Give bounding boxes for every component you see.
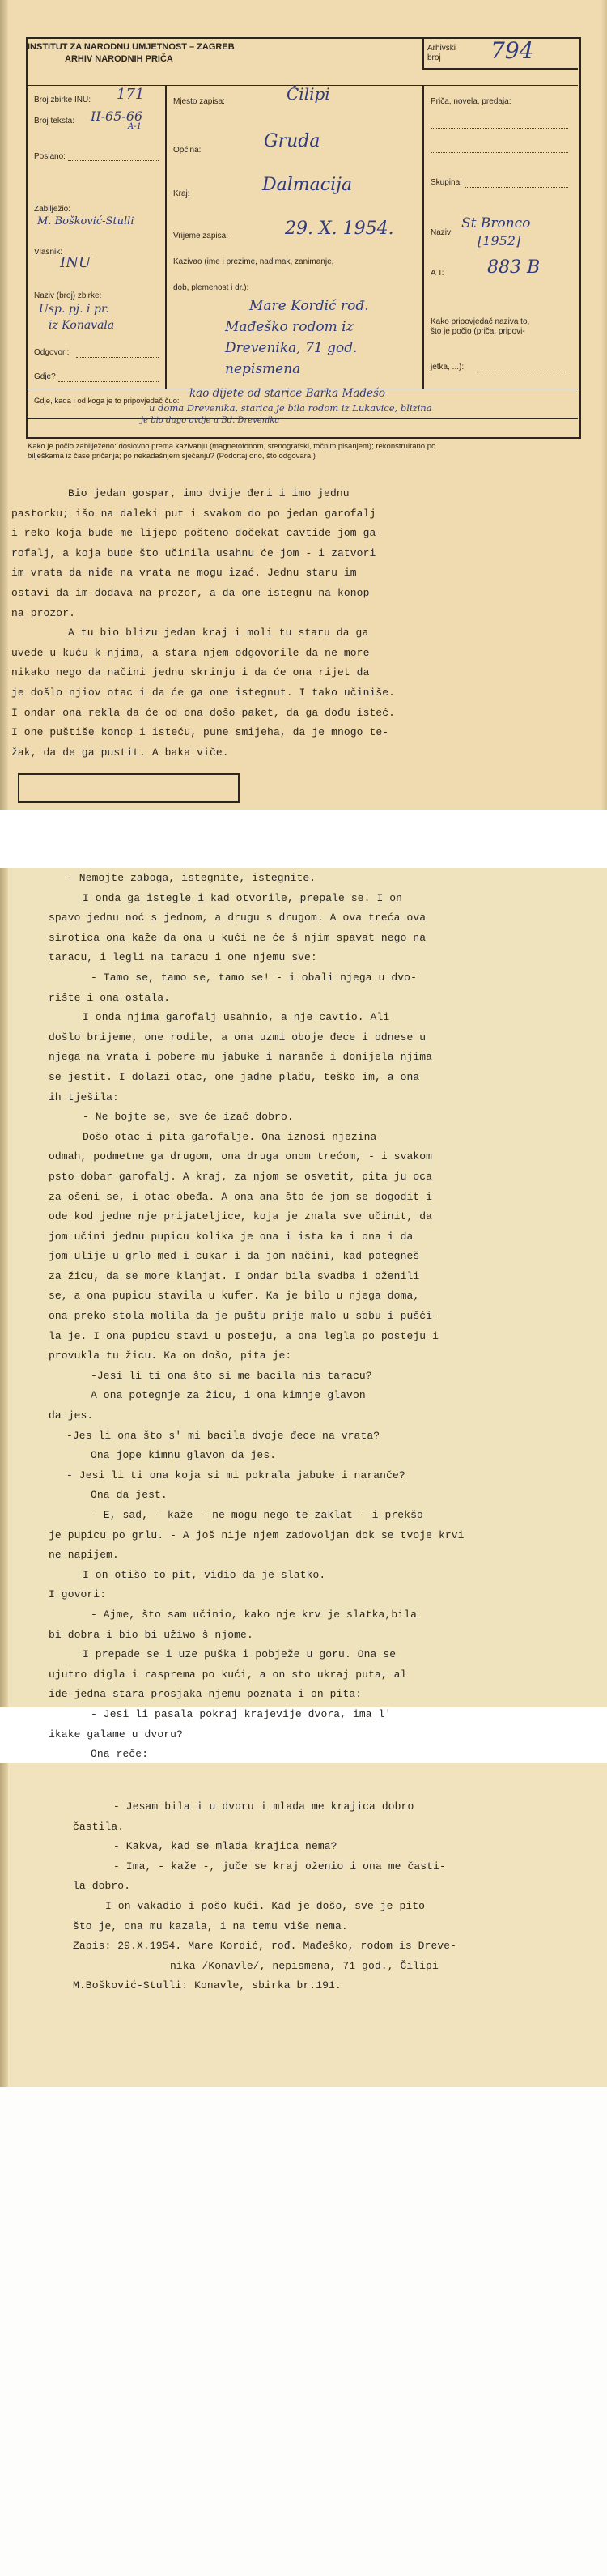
story-type-label: Priča, novela, predaja: bbox=[431, 97, 511, 106]
heard-where-value-1: kao dijete od starice Barka Mađešo bbox=[189, 387, 386, 400]
date-label: Vrijeme zapisa: bbox=[173, 232, 228, 240]
narrator-label: Kazivao (ime i prezime, nadimak, zanimanje, bbox=[173, 257, 334, 266]
story-page-2 bbox=[0, 868, 607, 1761]
typed-line: spavo jednu noć s jednom, a drugu s drugom. A ova treća ova bbox=[49, 912, 427, 925]
typed-line: I ondar ona rekla da će od ona došo paket, da ga dođu isteć. bbox=[11, 706, 396, 719]
where-label: Gdje? bbox=[34, 372, 56, 381]
typed-line: nikako nego da načini jednu skrinju i da će ona rijet da bbox=[11, 666, 370, 679]
name-value-2: [1952] bbox=[478, 233, 521, 249]
typed-line: ujutro digla i rasprema po kući, a on sto ukraj puta, al bbox=[49, 1668, 407, 1681]
heard-where-value-3: je bio dugo ovdje u Bd. Drevenika bbox=[141, 416, 280, 425]
region-value: Dalmacija bbox=[262, 175, 353, 195]
typed-line: la je. I ona pupicu stavi u posteju, a ona legla po posteju i bbox=[49, 1329, 439, 1342]
typed-line: A tu bio blizu jedan kraj i moli tu staru da ga bbox=[68, 627, 369, 640]
typed-line: I one puštiše konop i isteću, pune smijeha, da je mnogo te- bbox=[11, 726, 389, 739]
typed-line: za ošeni se, i otac obeđa. A ona ana što će jom se dogodit i bbox=[49, 1190, 433, 1203]
typed-line: rište i ona ostala. bbox=[49, 991, 171, 1004]
institute-line-2: ARHIV NARODNIH PRIČA bbox=[65, 54, 173, 64]
group-label: Skupina: bbox=[431, 178, 462, 187]
typed-line: I govori: bbox=[49, 1588, 107, 1601]
collection-name-value-1: Usp. pj. i pr. bbox=[39, 303, 109, 316]
typed-line: odmah, podmetne ga drugom, ona druga onom trećom, - i svakom bbox=[49, 1150, 433, 1163]
heard-where-label: Gdje, kada i od koga je to pripovjedač čuo: bbox=[34, 397, 180, 406]
dotted-line bbox=[76, 357, 159, 358]
typed-line: Bio jedan gospar, imo dvije đeri i imo jednu bbox=[68, 487, 350, 499]
catalog-card bbox=[26, 37, 581, 439]
typed-line: M.Bošković-Stulli: Konavle, sbirka br.191. bbox=[73, 1979, 342, 1992]
typed-line: žak, da de ga pustit. A baka viče. bbox=[11, 746, 229, 759]
card-page-1 bbox=[0, 0, 607, 810]
typed-line: im vrata da niđe na vrata ne mogu izać. Jednu staru im bbox=[11, 567, 357, 580]
how-called-label-1: Kako pripovjedač naziva to, bbox=[431, 317, 530, 326]
typed-line: da jes. bbox=[49, 1409, 94, 1422]
typed-line: - Ajme, što sam učinio, kako nje krv je slatka,bila bbox=[91, 1608, 417, 1621]
heard-where-value-2: u doma Drevenika, starica je bila rodom iz Lukavice, blizina bbox=[149, 402, 432, 414]
typed-line: I on otišo to pit, vidio da je slatko. bbox=[83, 1568, 326, 1581]
typed-line: nika /Konavle/, nepismena, 71 god., Čilipi bbox=[170, 1959, 439, 1972]
how-called-label-2: što je počio (priča, pripovi- bbox=[431, 327, 525, 336]
collection-name-label: Naziv (broj) zbirke: bbox=[34, 291, 102, 300]
collection-name-value-2: iz Konavala bbox=[49, 319, 115, 332]
typed-line: - Nemojte zaboga, istegnite, istegnite. bbox=[66, 872, 316, 884]
story-text-page-1 bbox=[11, 484, 396, 763]
archive-number-value: 794 bbox=[490, 37, 534, 64]
archive-number-label: Arhivski broj bbox=[427, 44, 456, 62]
typed-line: došlo brijeme, one rodile, a ona uzmi oboje đece i odnese u bbox=[49, 1031, 427, 1044]
typed-line: Došo otac i pita garofalje. Ona iznosi njezina bbox=[83, 1130, 377, 1143]
recording-method-1: Kako je počio zabilježeno: doslovno prema kazivanju (magnetofonom, stenografski, točnim pisanjem); rekonstruirano po bbox=[28, 442, 436, 451]
narrator-label-2: dob, plemenost i dr.): bbox=[173, 283, 249, 292]
dotted-line bbox=[431, 128, 568, 129]
typed-line: Ona reče: bbox=[91, 1748, 149, 1761]
narrator-value-1: Mare Kordić rođ. bbox=[249, 298, 369, 314]
owner-value: INU bbox=[60, 254, 91, 271]
typed-line: I ondа ga istegle i kad otvorile, prepale se. I on bbox=[83, 891, 403, 904]
typed-line: Zapis: 29.X.1954. Mare Kordić, rođ. Mađeško, rodom is Dreve- bbox=[73, 1940, 457, 1953]
typed-line: I prepade se i uze puška i pobježe u goru. Ona se bbox=[83, 1648, 397, 1661]
typed-line: I on vakadio i pošo kući. Kad je došo, sve je pito bbox=[105, 1899, 426, 1912]
typed-line: bi dobra i bio bi užiwo š njome. bbox=[49, 1628, 253, 1641]
typed-line: ona preko stola molila da je puštu prije malo u sobu i pušći- bbox=[49, 1310, 439, 1323]
recorder-value: M. Bošković-Stulli bbox=[37, 215, 134, 227]
divider bbox=[165, 86, 167, 389]
typed-line: se, a ona pupicu stavila u kufer. Ka je bilo u njega doma, bbox=[49, 1290, 420, 1303]
typed-line: je došlo njiov otac i da će ga one istegnut. I tako učiniše. bbox=[11, 686, 396, 699]
typed-line: -Jes li ona što s' mi bacila dvoje đece na vrata? bbox=[66, 1429, 380, 1442]
date-value: 29. X. 1954. bbox=[285, 219, 394, 239]
place-label: Mjesto zapisa: bbox=[173, 97, 225, 106]
collection-number-label: Broj zbirke INU: bbox=[34, 96, 91, 104]
typed-line: - Ima, - kaže -, juče se kraj oženio i ona me časti- bbox=[113, 1860, 446, 1872]
typed-line: - Jesi li pasala pokraj krajevije dvora, ima l' bbox=[91, 1707, 392, 1720]
owner-label: Vlasnik: bbox=[34, 248, 63, 257]
typed-line: - Tamo se, tamo se, tamo se! - i obali njega u dvo- bbox=[91, 971, 417, 984]
binding-edge bbox=[0, 868, 8, 1707]
recording-method-2: bilješkama iz čase pričanja; po nekadašnjem sjećanju? (Podcrtaj ono, što odgovara!) bbox=[28, 452, 316, 461]
narrator-value-3: Drevenika, 71 god. bbox=[225, 340, 358, 356]
typed-line: ide jedna stara prosjaka njemu poznata i on pita: bbox=[49, 1688, 363, 1701]
typed-line: uvede u kuću k njima, a stara njem odgovorile da ne more bbox=[11, 646, 370, 659]
typed-line: la dobro. bbox=[73, 1880, 131, 1893]
at-label: A T: bbox=[431, 269, 444, 278]
recorder-label: Zabilježio: bbox=[34, 205, 71, 214]
empty-stamp-box bbox=[18, 773, 240, 803]
dotted-line bbox=[431, 152, 568, 153]
typed-line: častila. bbox=[73, 1820, 125, 1833]
typed-line: ikake galame u dvoru? bbox=[49, 1728, 183, 1741]
typed-line: -Jesi li ti ona što si me bacila nis taracu? bbox=[91, 1369, 372, 1382]
typed-line: se jestit. I dolazi otac, one jadne plaču, teško im, a ona bbox=[49, 1070, 420, 1083]
dotted-line bbox=[58, 381, 159, 382]
divider bbox=[422, 86, 424, 389]
typed-line: - Ne bojte se, sve će izać dobro. bbox=[83, 1111, 294, 1124]
typed-line: jom ulije u grlo med i cukar i da jom načini, kad potegneš bbox=[49, 1250, 420, 1263]
binding-edge bbox=[0, 1763, 8, 2087]
binding-edge bbox=[0, 0, 8, 810]
typed-line: Ona da jest. bbox=[91, 1489, 168, 1502]
text-number-label: Broj teksta: bbox=[34, 117, 75, 125]
blank-area bbox=[0, 2087, 607, 2576]
typed-line: za žicu, da se more klanjat. I ondar bila svadba i oženili bbox=[49, 1269, 420, 1282]
name-value-1: St Bronco bbox=[461, 215, 531, 232]
municipality-label: Općina: bbox=[173, 146, 202, 155]
dotted-line bbox=[465, 187, 568, 188]
at-value: 883 B bbox=[487, 257, 541, 278]
region-label: Kraj: bbox=[173, 189, 190, 198]
narrator-value-4: nepismena bbox=[225, 361, 301, 377]
typed-line: Ona jope kimnu glavon da jes. bbox=[91, 1449, 277, 1462]
narrator-value-2: Mađeško rodom iz bbox=[225, 319, 354, 335]
typed-line: ih tješila: bbox=[49, 1090, 119, 1103]
typed-line: je pupicu po grlu. - A još nije njem zadovoljan dok se tvoje krvi bbox=[49, 1528, 465, 1541]
typed-line: A ona potegnje za žicu, i ona kimnje glavon bbox=[91, 1389, 366, 1402]
story-text-page-2 bbox=[49, 869, 465, 1765]
story-text-page-3 bbox=[73, 1797, 457, 1996]
typed-line: što je, ona mu kazala, i na temu više nema. bbox=[73, 1919, 348, 1932]
typed-line: i reko koja bude me lijepo pošteno dočekat cavtide jom ga- bbox=[11, 527, 383, 540]
binding-edge-right bbox=[601, 0, 607, 810]
place-value: Čilipi bbox=[287, 84, 330, 104]
typed-line: - Kakva, kad se mlada krajica nema? bbox=[113, 1840, 337, 1853]
typed-line: - Jesi li ti ona koja si mi pokrala jabuke i naranče? bbox=[66, 1469, 405, 1481]
typed-line: I onda njima garofalj usahnio, a nje cavtio. Ali bbox=[83, 1011, 390, 1024]
typed-line: rofalj, a koja bude što učinila usahnu će jom - i zatvori bbox=[11, 546, 376, 559]
typed-line: ostavi da im dodava na prozor, a da one istegnu na konop bbox=[11, 586, 370, 599]
text-number-value: II-65-66 bbox=[91, 108, 143, 124]
typed-line: pastorku; išo na daleki put i svakom do po jedan garofalj bbox=[11, 507, 376, 520]
typed-line: taracu, i legli na taracu i one njemu sve: bbox=[49, 951, 317, 964]
typed-line: sirotica ona kaže da ona u kući ne će š njim spavat nego na bbox=[49, 931, 427, 944]
typed-line: - E, sad, - kaže - ne mogu nego te zaklat - i prekšo bbox=[91, 1509, 423, 1521]
collection-number-value: 171 bbox=[117, 86, 145, 103]
text-number-sub: A-1 bbox=[128, 122, 142, 131]
typed-line: psto dobar garofalj. A kraj, za njom se osvetit, pita ju oca bbox=[49, 1170, 433, 1183]
institute-line-1: INSTITUT ZA NARODNU UMJETNOST – ZAGREB bbox=[28, 42, 235, 52]
typed-line: jom učini jednu pupicu kolika je ona i ista ka i ona i da bbox=[49, 1230, 414, 1243]
name-label: Naziv: bbox=[431, 228, 453, 237]
sent-label: Poslano: bbox=[34, 152, 66, 161]
typed-line: ode kod jedne nje prijateljice, koja je znala sve učinit, da bbox=[49, 1210, 433, 1223]
typed-line: na prozor. bbox=[11, 606, 76, 619]
answers-label: Odgovori: bbox=[34, 348, 70, 357]
municipality-value: Gruda bbox=[264, 131, 320, 151]
typed-line: provukla tu žicu. Ka on došo, pita je: bbox=[49, 1350, 292, 1362]
dotted-line bbox=[68, 160, 159, 161]
story-page-3 bbox=[0, 1763, 607, 2087]
divider bbox=[28, 418, 578, 419]
typed-line: ne napijem. bbox=[49, 1549, 119, 1562]
how-called-label-3: jetka, ...): bbox=[431, 363, 465, 372]
typed-line: - Jesam bila i u dvoru i mlada me krajica dobro bbox=[113, 1800, 414, 1813]
typed-line: njega na vrata i pobere mu jabuke i naranče i donijela njima bbox=[49, 1051, 433, 1064]
